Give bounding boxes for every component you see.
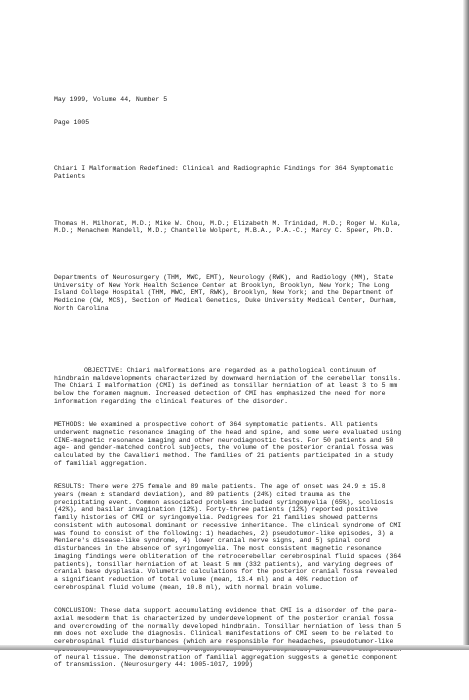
abstract — [54, 351, 404, 684]
bottom-border — [0, 645, 469, 650]
affiliations: Departments of Neurosurgery (THM, MWC, EMT), Neurology (RWK), and Radiology (MM), State University of New York Health Science Center at Brooklyn, Brooklyn, New York; The Long Island College Hospital (THM, MWC, EMT, RWK), Brooklyn, New York; and the Department of Medicine (CW, MCS), Section of Medical Genetics, Duke University Medical Center, Durham, North Carolina — [54, 273, 402, 312]
author-list: Thomas H. Milhorat, M.D.; Mike W. Chou, M.D.; Elizabeth M. Trinidad, M.D.; Roger W. Kula, M.D.; Menachem Mandell, M.D.; Chantelle Wolpert, M.B.A., P.A.-C.; Marcy C. Speer, Ph.D. — [54, 219, 406, 235]
issue-line: May 1999, Volume 44, Number 5 — [54, 95, 168, 103]
article-body — [54, 80, 404, 700]
abstract-objective: OBJECTIVE: Chiari malformations are regarded as a pathological continuum of hindbrain maldevelopments characterized by downward herniation of the cerebellar tonsils. The Chiari I malformation (CMI) is defined as tonsillar herniation of at least 3 to 5 mm below the foramen magnum. Increased detection of CMI has emphasized the need for more information regarding the clinical features of the disorder. — [54, 366, 406, 405]
abstract-conclusion: CONCLUSION: These data support accumulating evidence that CMI is a disorder of the para-axial mesoderm that is characterized by underdevelopment of the posterior cranial fossa and overcrowding of the normally developed hindbrain. Tonsillar herniation of less than 5 mm does not exclude the diagnosis. Clinical manifestations of CMI seem to be related to cerebrospinal fluid disturbances (which are responsible for headaches, pseudotumor-like of neural tissue. The demonstration of familial aggregation suggests a genetic component of transmission. (Neurosurgery 44: 1005-1017, 1999) — [54, 607, 402, 669]
article-title: Chiari I Malformation Redefined: Clinical and Radiographic Findings for 364 Symptomatic Patients — [54, 165, 398, 180]
page-line: Page 1005 — [54, 118, 90, 126]
abstract-results: RESULTS: There were 275 female and 89 male patients. The age of onset was 24.9 ± 15.8 years (mean ± standard deviation), and 89 patients (24%) cited trauma as the precipitating event. Common associated problems included syringomyelia (65%), scoliosis (42%), and basilar invagination (12%). Forty-three patients (12%) reported positive family histories of CMI or syringomyelia. Pedigrees for 21 families showed patterns consistent with autosomal dominant or recessive inheritance. The clinical syndrome of CMI was found to consist of the following: 1) headaches, 2) pseudotumor-like episodes, 3) a Meniere's disease-like syndrome, 4) lower cranial nerve signs, and 5) spinal cord disturbances in the absence of syringomyelia. The most consistent magnetic resonance imaging findings were obliteration of the retrocerebellar cerebrospinal fluid spaces (364 patients), tonsillar herniation of at least 5 mm (332 patients), and varying degrees of cranial base dysplasia. Volumetric calculations for the posterior cranial fossa revealed a significant reduction of total volume (mean, 13.4 ml) and a 40% reduction of cerebrospinal fluid volume (mean, 10.8 ml), with normal brain volume. — [54, 483, 406, 591]
right-border — [463, 0, 469, 650]
abstract-methods: METHODS: We examined a prospective cohort of 364 symptomatic patients. All patients underwent magnetic resonance imaging of the head and spine, and some were evaluated using CINE-magnetic resonance imaging and other neurodiagnostic tests. For 50 patients and 50 age- and gender-matched control subjects, the volume of the posterior cranial fossa was calculated by the Cavalieri method. The families of 21 patients participated in a study of familial aggregation. — [54, 421, 406, 467]
